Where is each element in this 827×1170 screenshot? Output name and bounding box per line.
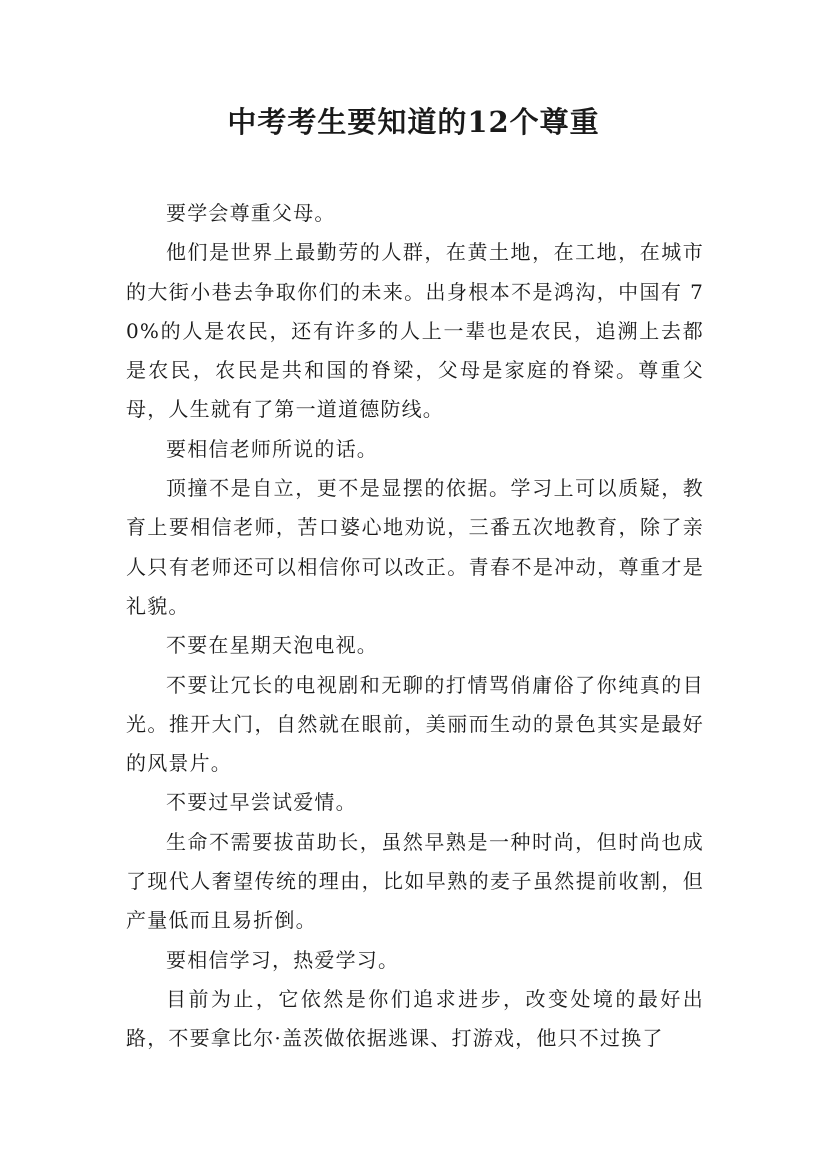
paragraph-heading-trust-teachers: 要相信老师所说的话。 [166,436,378,461]
paragraph-no-early-love: 生命不需要拔苗助长，虽然早熟是一种时尚，但时尚也成了现代人奢望传统的理由，比如早熟的麦子虽然提前收割，但产量低而且易折倒。 [126,829,704,933]
paragraph-heading-respect-parents: 要学会尊重父母。 [166,201,336,225]
paragraph-respect-parents: 他们是世界上最勤劳的人群，在黄土地，在工地，在城市的大街小巷去争取你们的未来。出身根本不是鸿沟，中国有 70%的人是农民，还有许多的人上一辈也是农民，追溯上去都是农民，农民是共和国的脊梁，父母是家庭的脊梁。尊重父母，人生就有了第一道道德防线。 [126,240,704,422]
document-body [126,194,704,1059]
document-title: 中考考生要知道的12个尊重 [227,105,600,139]
paragraph-love-learning: 目前为止，它依然是你们追求进步，改变处境的最好出路，不要拿比尔·盖茨做依据逃课、打游戏，他只不过换了 [126,986,704,1051]
paragraph-trust-teachers: 顶撞不是自立，更不是显摆的依据。学习上可以质疑，教育上要相信老师，苦口婆心地劝说，三番五次地教育，除了亲人只有老师还可以相信你可以改正。青春不是冲动，尊重才是礼貌。 [126,476,704,618]
paragraph-heading-no-tv: 不要在星期天泡电视。 [166,633,378,658]
paragraph-heading-no-early-love: 不要过早尝试爱情。 [166,790,357,815]
paragraph-heading-love-learning: 要相信学习，热爱学习。 [166,947,400,972]
paragraph-no-tv: 不要让冗长的电视剧和无聊的打情骂俏庸俗了你纯真的目光。推开大门，自然就在眼前，美丽而生动的景色其实是最好的风景片。 [126,672,704,776]
